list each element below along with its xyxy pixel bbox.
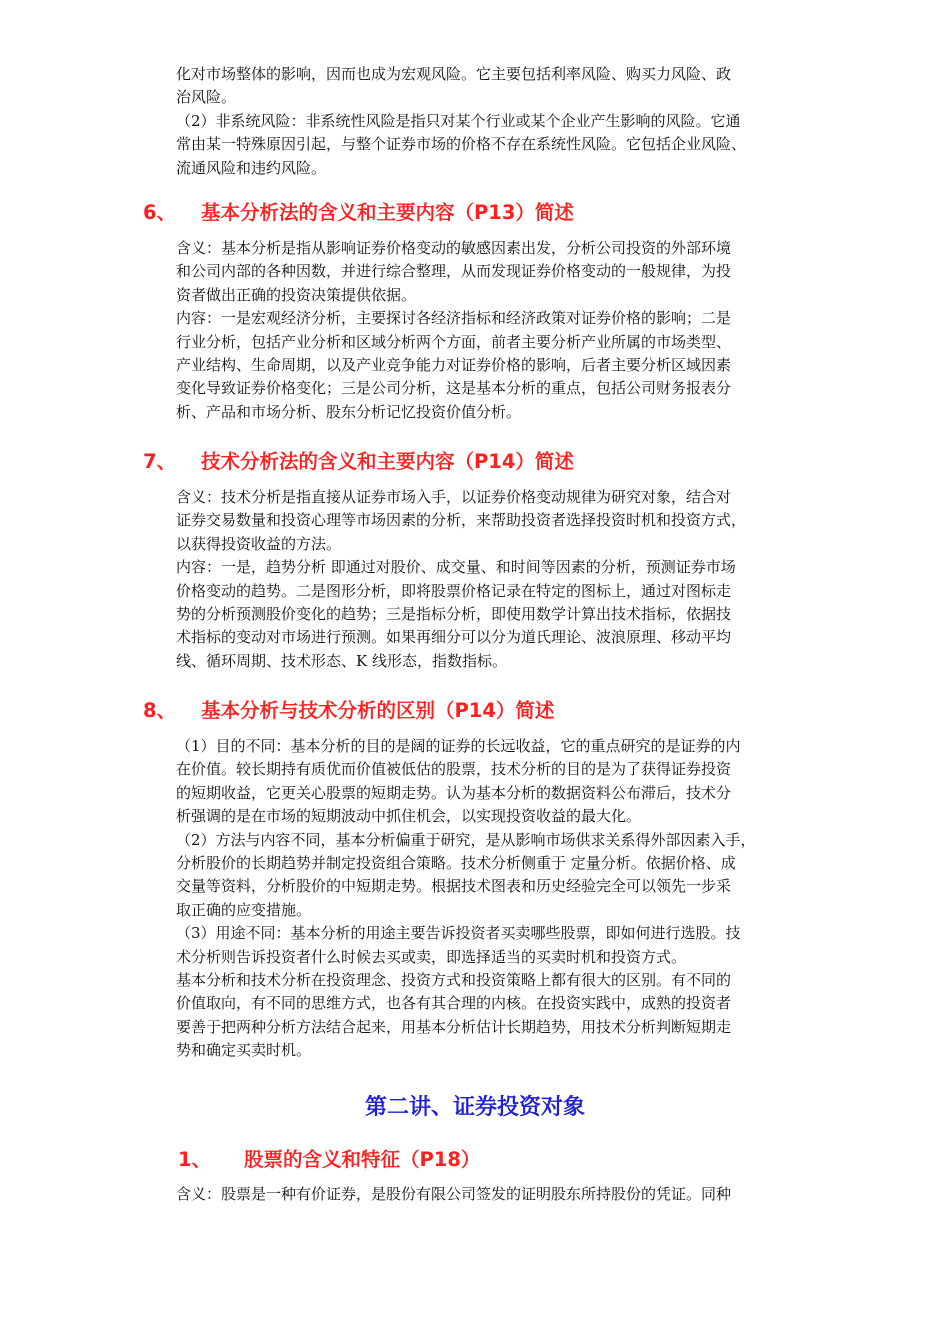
section-8-title: 基本分析与技术分析的区别（P14）简述 <box>201 699 555 722</box>
section-8-body: （1）目的不同：基本分析的目的是阔的证券的长远收益，它的重点研究的是证券的内 在价值。较长期持有质优而价值被低估的股票，技术分析的目的是为了获得证券投资 的短期收益，它更关心股票的短期走势。认为基本分析的数据资料公布滞后，技术分 析强调的是在市场的短期波动中抓住机会，以实现投资收益的最大化。 （2）方法与内容不同，基本分析偏重于研究，是从影响市场供求关系得外部因素入手， 分析股价的长期趋势并制定投资组合策略。技术分析侧重于 定量分析。依据价格、成 交量等资料，分析股价的中短期走势。根据技术图表和历史经验完全可以领先一步采 取正确的应变措施。 （3）用途不同：基本分析的用途主要告诉投资者买卖哪些股票，即如何进行选股。技 术分析则告诉投资者什么时候去买或卖，即选择适当的买卖时机和投资方式。 基本分析和技术分析在投资理念、投资方式和投资策略上都有很大的区别。有不同的 价值取向，有不同的思维方式，也各有其合理的内核。在投资实践中，成熟的投资者 要善于把两种分析方法结合起来，用基本分析估计长期趋势，用技术分析判断短期走 势和确定买卖时机。 <box>176 737 756 1060</box>
chapter-section-1-title: 股票的含义和特征（P18） <box>244 1148 481 1171</box>
chapter-title: 第二讲、证券投资对象 <box>364 1095 585 1120</box>
section-7-body: 含义：技术分析是指直接从证券市场入手，以证券价格变动规律为研究对象，结合对 证券交易数量和投资心理等市场因素的分析，来帮助投资者选择投资时机和投资方式， 以获得投资收益的方法。 内容：一是，趋势分析 即通过对股价、成交量、和时间等因素的分析，预测证券市场 价格变动的趋势。二是图形分析，即将股票价格记录在特定的图标上，通过对图标走 势的分析预测股价变化的趋势；三是指标分析，即使用数学计算出技术指标，依据技 术指标的变动对市场进行预测。如果再细分可以分为道氏理论、波浪原理、移动平均 线、循环周期、技术形态、K 线形态，指数指标。 <box>176 488 747 670</box>
section-6-body: 含义：基本分析是指从影响证券价格变动的敏感因素出发，分析公司投资的外部环境 和公司内部的各种因数，并进行综合整理，从而发现证券价格变动的一般规律，为投 资者做出正确的投资决策提供依据。 内容：一是宏观经济分析，主要探讨各经济指标和经济政策对证券价格的影响；二是 行业分析，包括产业分析和区域分析两个方面，前者主要分析产业所属的市场类型、 产业结构、生命周期，以及产业竞争能力对证券价格的影响，后者主要分析区域因素 变化导致证券价格变化；三是公司分析，这是基本分析的重点，包括公司财务报表分 析、产品和市场分析、股东分析记忆投资价值分析。 <box>176 239 732 421</box>
section-6-number: 6、 <box>143 201 177 224</box>
section-7-title: 技术分析法的含义和主要内容（P14）简述 <box>201 450 574 473</box>
chapter-section-1-heading <box>178 1147 480 1173</box>
section-7-heading <box>143 449 574 475</box>
section-6-title: 基本分析法的含义和主要内容（P13）简述 <box>201 201 574 224</box>
chapter-section-1-body: 含义：股票是一种有价证券，是股份有限公司签发的证明股东所持股份的凭证。同种 <box>176 1185 732 1203</box>
section-8-number: 8、 <box>143 699 177 722</box>
intro-paragraph: 化对市场整体的影响，因而也成为宏观风险。它主要包括利率风险、购买力风险、政 治风险。 （2）非系统风险：非系统性风险是指只对某个行业或某个企业产生影响的风险。它通 常由某一特殊原因引起，与整个证券市场的价格不存在系统性风险。它包括企业风险、 流通风险和违约风险。 <box>176 65 747 177</box>
section-8-heading <box>143 698 554 724</box>
chapter-section-1-number: 1、 <box>178 1148 212 1171</box>
section-7-number: 7、 <box>143 450 177 473</box>
section-6-heading <box>143 200 574 226</box>
